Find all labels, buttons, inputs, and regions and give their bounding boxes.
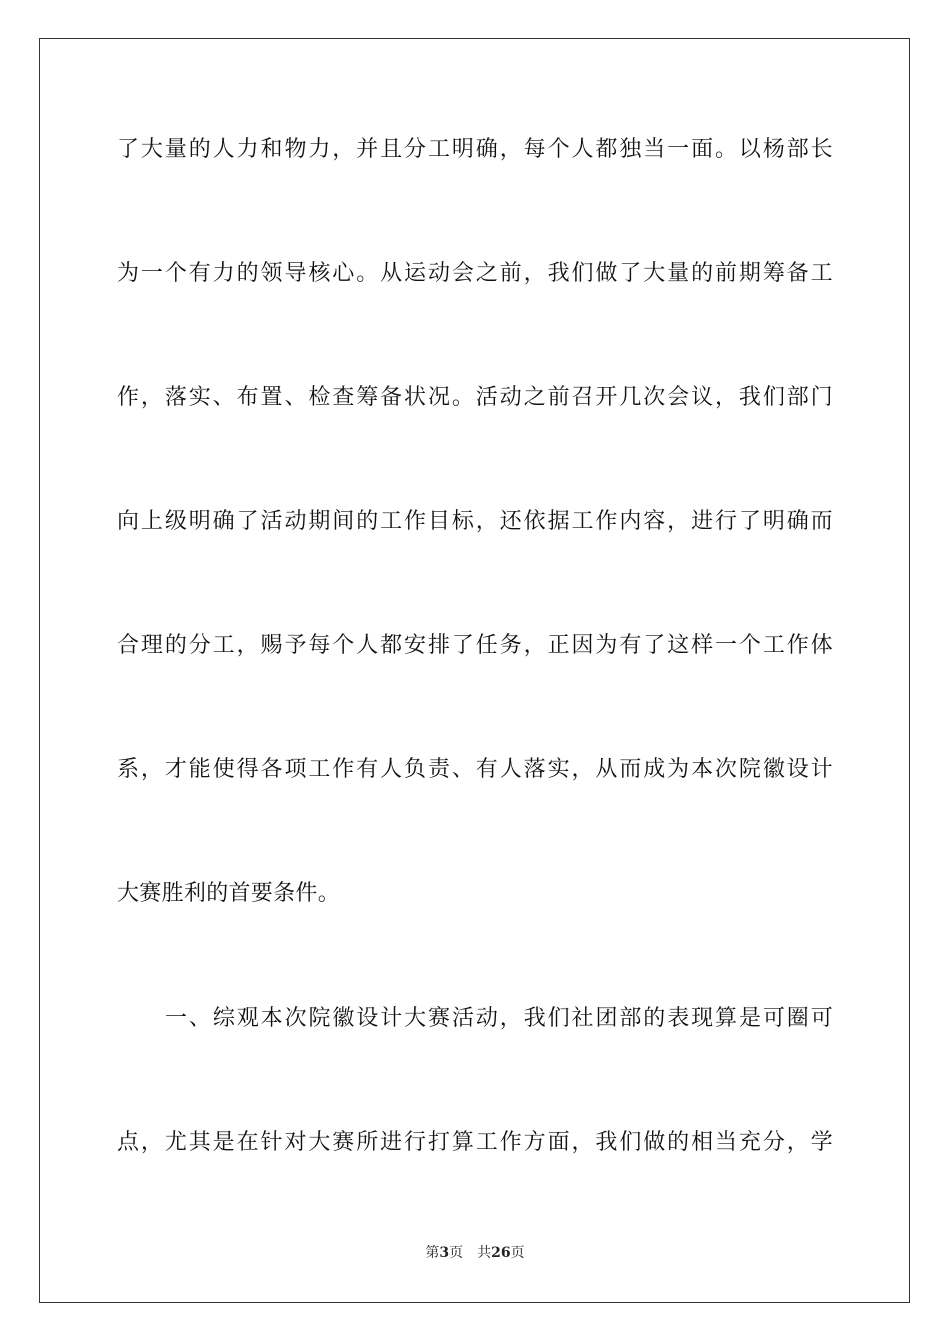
page-prefix: 第 (425, 1245, 440, 1261)
body-text-line-4: 向上级明确了活动期间的工作目标，还依据工作内容，进行了明确而 (117, 509, 833, 534)
body-text-line-9: 点，尤其是在针对大赛所进行打算工作方面，我们做的相当充分，学 (117, 1130, 833, 1155)
body-text-line-1: 了大量的人力和物力，并且分工明确，每个人都独当一面。以杨部长 (117, 137, 833, 162)
body-text-line-7: 大赛胜利的首要条件。 (117, 881, 341, 906)
body-text-line-8: 一、综观本次院徽设计大赛活动，我们社团部的表现算是可圈可 (165, 1006, 833, 1031)
body-text-line-2: 为一个有力的领导核心。从运动会之前，我们做了大量的前期筹备工 (117, 261, 833, 286)
body-text-line-3: 作，落实、布置、检查筹备状况。活动之前召开几次会议，我们部门 (117, 385, 833, 410)
total-pages: 26 (491, 1245, 511, 1261)
body-text-line-6: 系，才能使得各项工作有人负责、有人落实，从而成为本次院徽设计 (117, 757, 833, 782)
total-suffix: 页 (510, 1245, 525, 1261)
page-suffix: 页 (449, 1245, 464, 1261)
page-border (39, 38, 910, 1303)
page-footer (0, 1244, 950, 1262)
body-text-line-5: 合理的分工，赐予每个人都安排了任务，正因为有了这样一个工作体 (117, 633, 833, 658)
page-number: 3 (439, 1245, 450, 1261)
total-prefix: 共 (477, 1245, 492, 1261)
